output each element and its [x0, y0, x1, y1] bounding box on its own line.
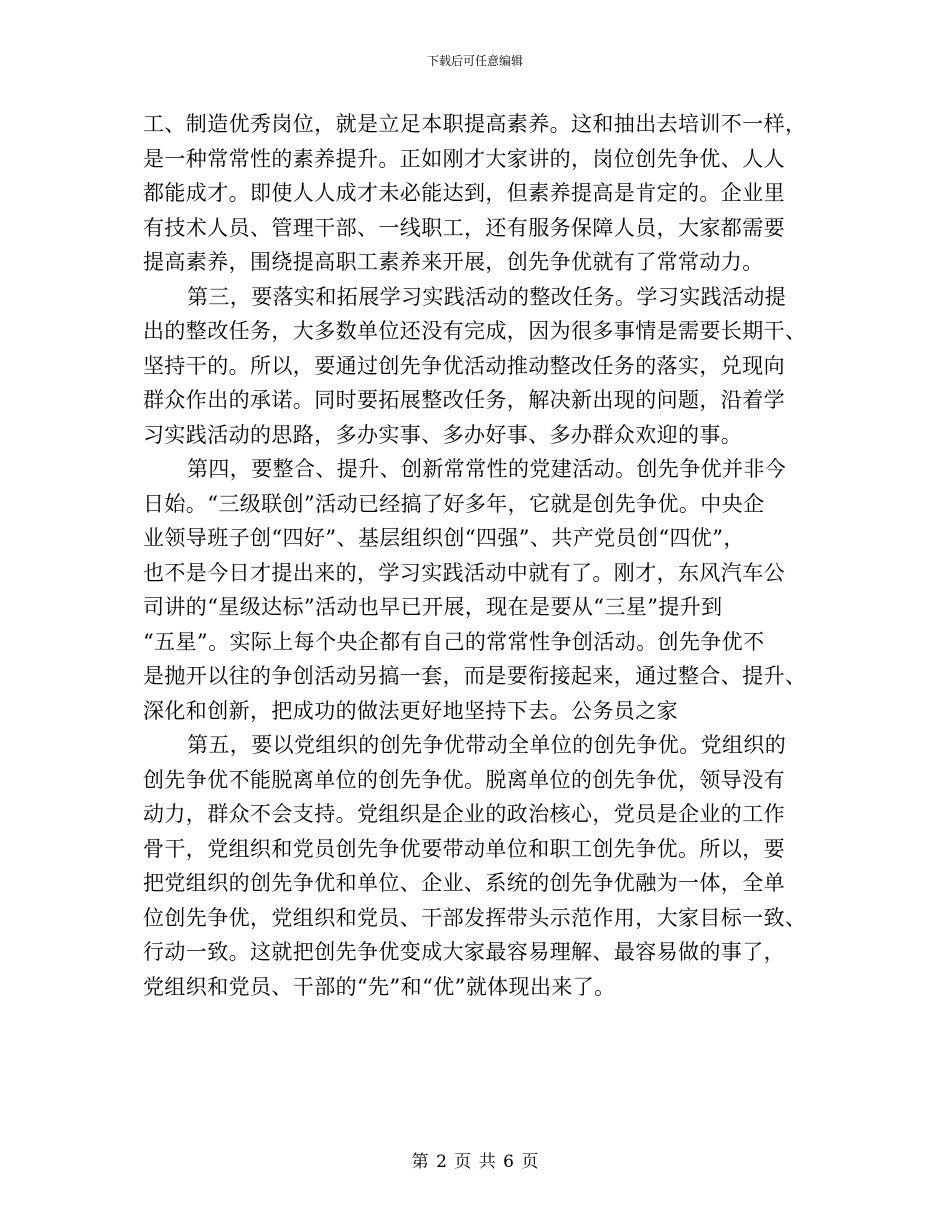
text-line: 是一种常常性的素养提升。正如刚才大家讲的，岗位创先争优、人人 — [143, 146, 785, 171]
text-line: 骨干，党组织和党员创先争优要带动单位和职工创先争优。所以，要 — [143, 836, 785, 861]
document-body — [143, 107, 811, 1004]
text-line: 提高素养，围绕提高职工素养来开展，创先争优就有了常常动力。 — [143, 250, 764, 274]
text-line: 日始。“三级联创”活动已经搞了好多年，它就是创先争优。中央企 — [143, 491, 765, 516]
text-line: 创先争优不能脱离单位的创先争优。脱离单位的创先争优，领导没有 — [143, 767, 785, 792]
paragraph-start-line: 第四，要整合、提升、创新常常性的党建活动。创先争优并非今 — [187, 457, 787, 481]
text-line: 是抛开以往的争创活动另搞一套，而是要衔接起来，通过整合、提升、 — [143, 664, 807, 688]
text-line: 把党组织的创先争优和单位、企业、系统的创先争优融为一体，全单 — [143, 871, 785, 895]
text-line: 业领导班子创“四好”、基层组织创“四强”、共产党员创“四优”， — [143, 526, 745, 550]
text-line: 习实践活动的思路，多办实事、多办好事、多办群众欢迎的事。 — [143, 422, 743, 447]
text-line: 有技术人员、管理干部、一线职工，还有服务保障人员，大家都需要 — [143, 215, 785, 240]
text-line: 也不是今日才提出来的，学习实践活动中就有了。刚才，东风汽车公 — [143, 560, 785, 585]
text-line: 都能成才。即使人人成才未必能达到，但素养提高是肯定的。企业里 — [143, 181, 785, 205]
text-line: 司讲的“星级达标”活动也早已开展，现在是要从“三星”提升到 — [143, 595, 723, 619]
text-line: 坚持干的。所以，要通过创先争优活动推动整改任务的落实，兑现向 — [143, 353, 785, 378]
page-number: 第 2 页 共 6 页 — [411, 1152, 539, 1172]
text-line: 深化和创新，把成功的做法更好地坚持下去。公务员之家 — [143, 698, 678, 723]
text-line: 党组织和党员、干部的“先”和“优”就体现出来了。 — [143, 974, 616, 999]
text-line: 位创先争优，党组织和党员、干部发挥带头示范作用，大家目标一致、 — [143, 905, 807, 930]
text-line: 工、制造优秀岗位，就是立足本职提高素养。这和抽出去培训不一样， — [143, 112, 807, 136]
text-line: 出的整改任务，大多数单位还没有完成，因为很多事情是需要长期干、 — [143, 319, 807, 343]
paragraph-start-line: 第五，要以党组织的创先争优带动全单位的创先争优。党组织的 — [187, 733, 787, 757]
text-line: 群众作出的承诺。同时要拓展整改任务，解决新出现的问题，沿着学 — [143, 388, 785, 412]
page-header: 下载后可任意编辑 — [426, 54, 523, 68]
text-line: 行动一致。这就把创先争优变成大家最容易理解、最容易做的事了， — [143, 940, 785, 964]
text-line: 动力，群众不会支持。党组织是企业的政治核心，党员是企业的工作 — [143, 802, 785, 826]
paragraph-start-line: 第三，要落实和拓展学习实践活动的整改任务。学习实践活动提 — [187, 284, 787, 309]
text-line: “五星”。实际上每个央企都有自己的常常性争创活动。创先争优不 — [143, 629, 765, 654]
